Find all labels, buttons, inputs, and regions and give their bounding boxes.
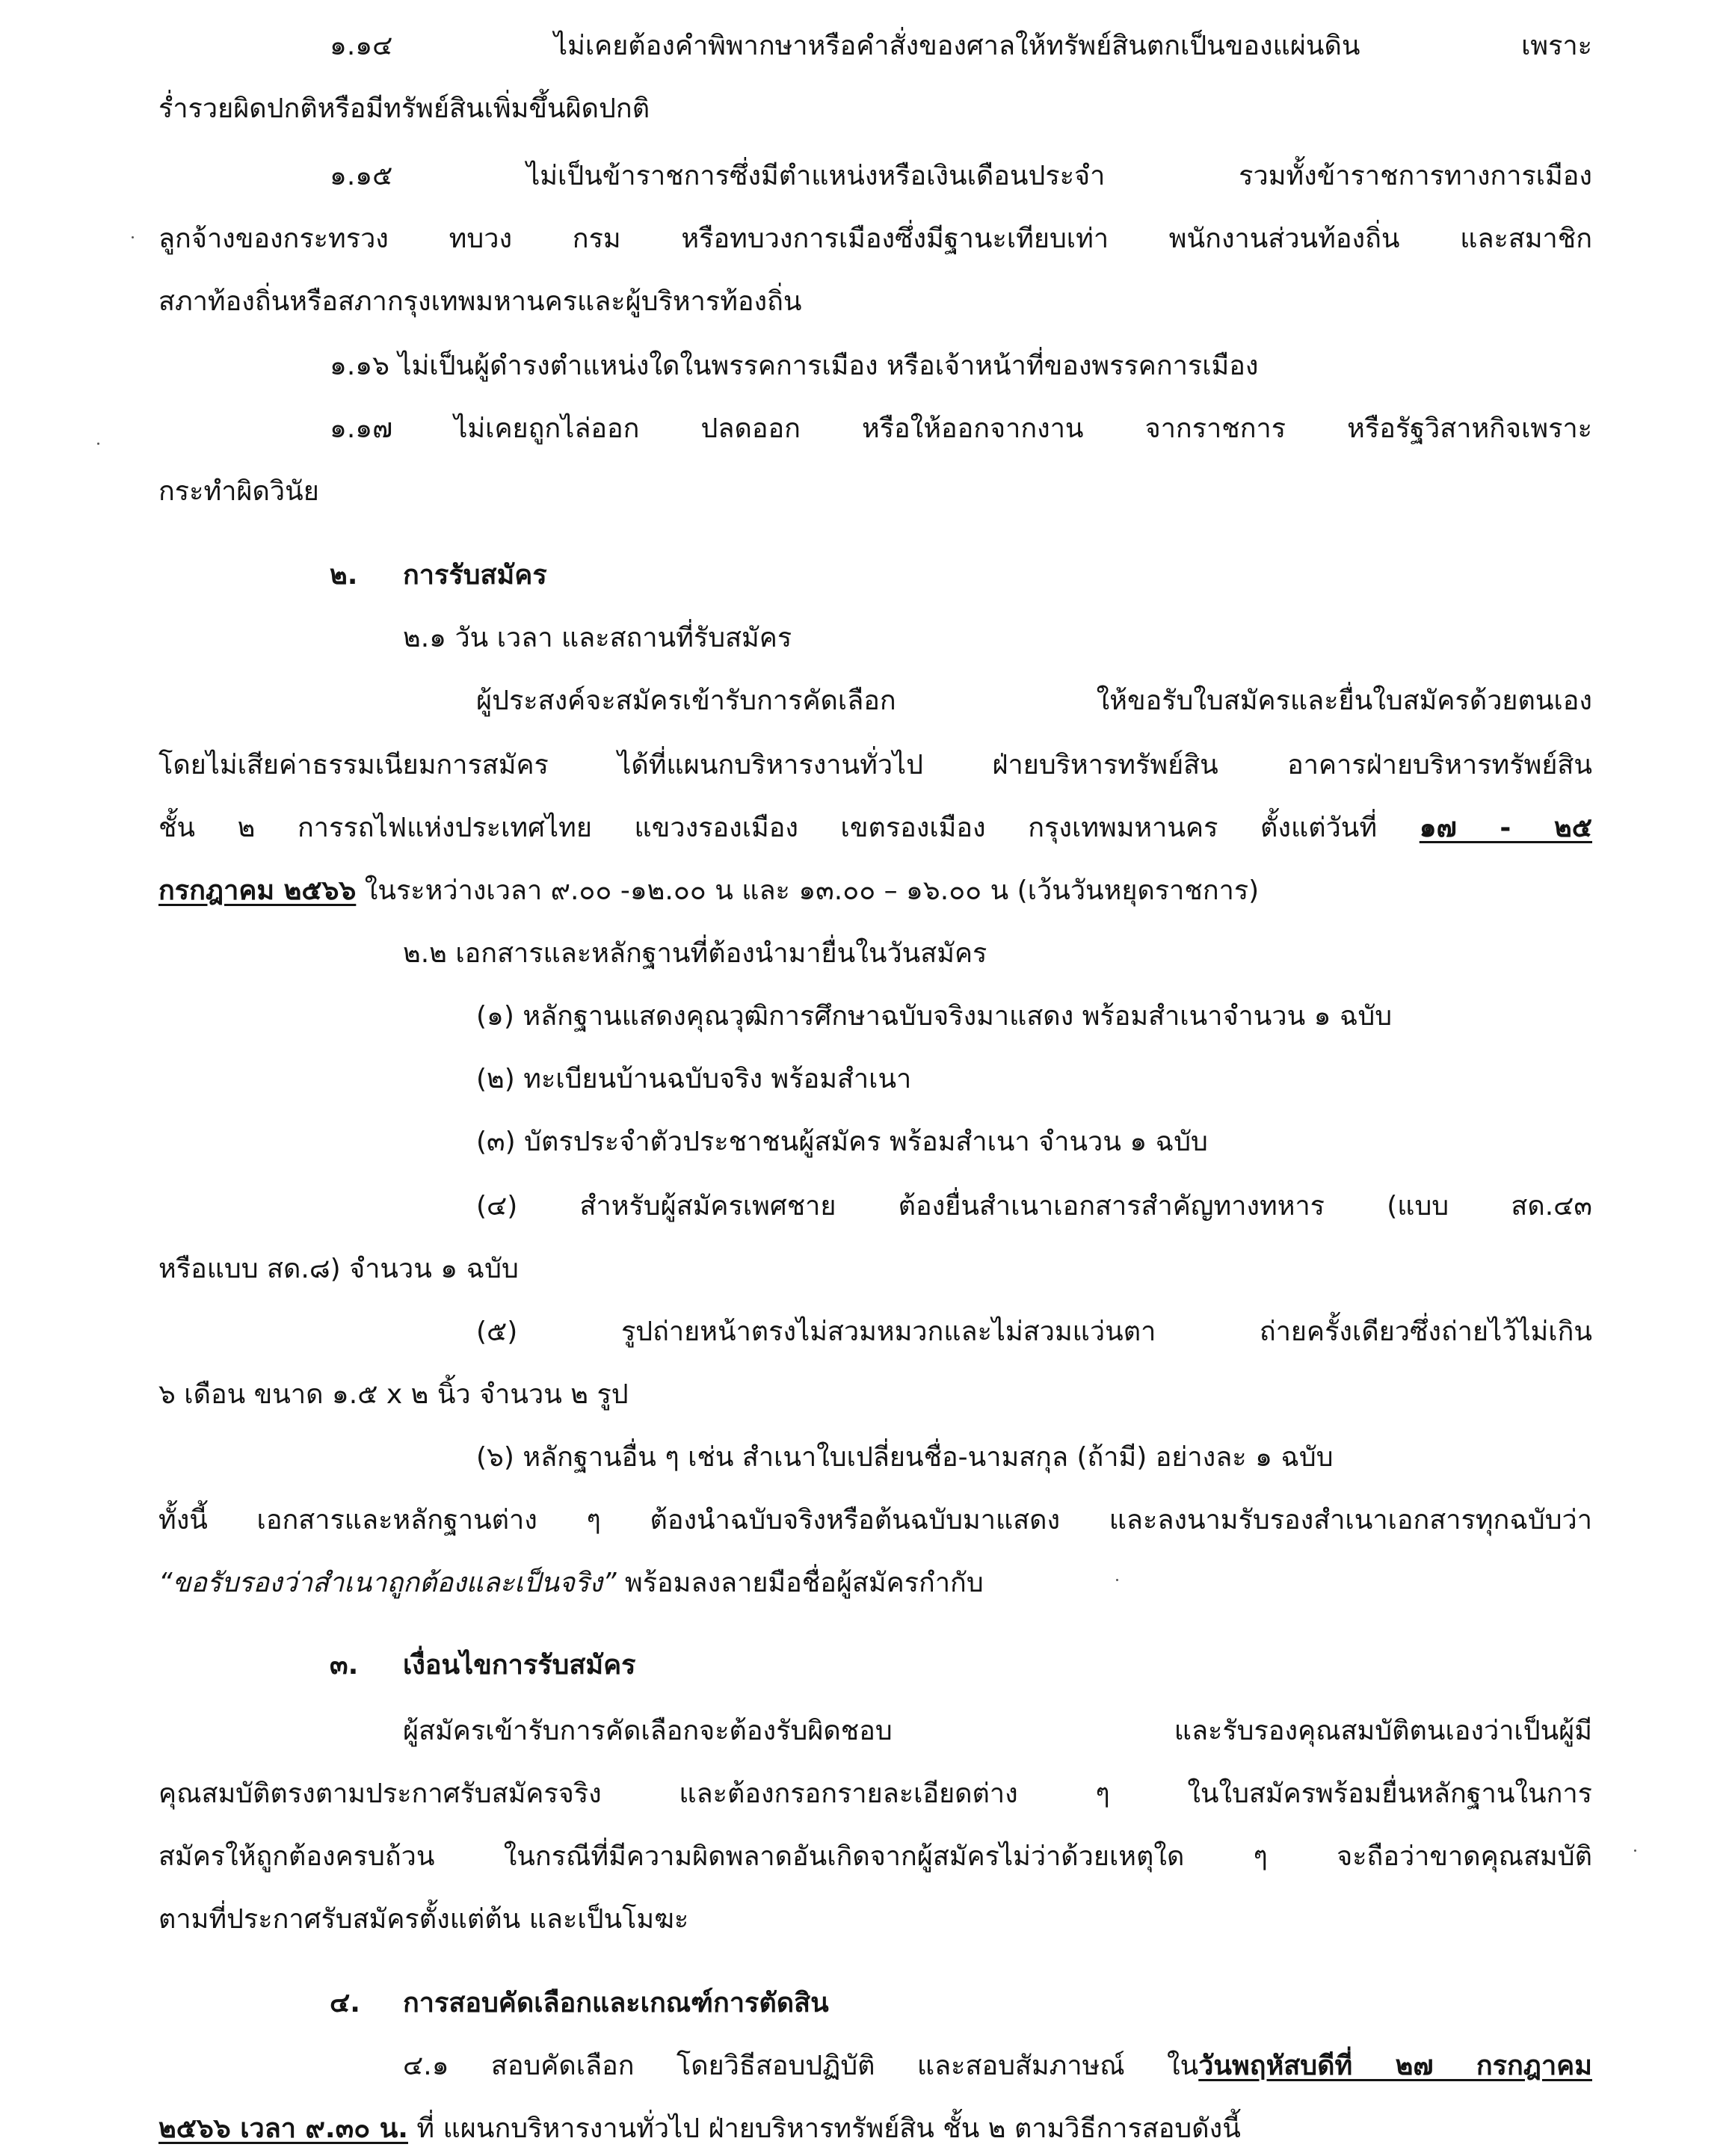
- clause-4-1-line-1: [403, 2045, 1592, 2087]
- doc-item-3: (๓) บัตรประจำตัวประชาชนผู้สมัคร พร้อมสำเนา จำนวน ๑ ฉบับ: [476, 1127, 1208, 1157]
- para-2-1-line-2: โดยไม่เสียค่าธรรมเนียมการสมัคร ได้ที่แผนกบริหารงานทั่วไป ฝ่ายบริหารทรัพย์สิน อาคารฝ่ายบริหารทรัพย์สิน: [158, 750, 1592, 780]
- doc-item-1: (๑) หลักฐานแสดงคุณวุฒิการศึกษาฉบับจริงมาแสดง พร้อมสำเนาจำนวน ๑ ฉบับ: [476, 1001, 1393, 1032]
- doc-item-5-line-2: ๖ เดือน ขนาด ๑.๕ x ๒ นิ้ว จำนวน ๒ รูป: [158, 1379, 629, 1410]
- clause-4-1-text: ๔.๑ สอบคัดเลือก โดยวิธีสอบปฏิบัติ และสอบสัมภาษณ์ ใน: [403, 2051, 1199, 2081]
- registration-hours: ในระหว่างเวลา ๙.๐๐ -๑๒.๐๐ น และ ๑๓.๐๐ – ๑๖.๐๐ น (เว้นวันหยุดราชการ): [356, 875, 1260, 906]
- doc-item-6: (๖) หลักฐานอื่น ๆ เช่น สำเนาใบเปลี่ยนชื่อ-นามสกุล (ถ้ามี) อย่างละ ๑ ฉบับ: [476, 1442, 1334, 1473]
- clause-1-16: ๑.๑๖ ไม่เป็นผู้ดำรงตำแหน่งใดในพรรคการเมือง หรือเจ้าหน้าที่ของพรรคการเมือง: [330, 351, 1259, 381]
- section-2-number: ๒.: [330, 560, 358, 591]
- clause-1-17-line-1: ๑.๑๗ ไม่เคยถูกไล่ออก ปลดออก หรือให้ออกจากงาน จากราชการ หรือรัฐวิสาหกิจเพราะ: [330, 413, 1592, 444]
- doc-item-4-line-2: หรือแบบ สด.๘) จำนวน ๑ ฉบับ: [158, 1254, 519, 1284]
- clause-1-14-line-2: ร่ำรวยผิดปกติหรือมีทรัพย์สินเพิ่มขึ้นผิดปกติ: [158, 93, 650, 124]
- registration-month-year: กรกฎาคม ๒๕๖๖: [158, 875, 357, 906]
- section-2-heading: การรับสมัคร: [403, 560, 547, 591]
- clause-1-15-line-1: ๑.๑๕ ไม่เป็นข้าราชการซึ่งมีตำแหน่งหรือเงินเดือนประจำ รวมทั้งข้าราชการทางการเมือง: [330, 161, 1592, 191]
- doc-item-5-line-1: (๕) รูปถ่ายหน้าตรงไม่สวมหมวกและไม่สวมแว่นตา ถ่ายครั้งเดียวซึ่งถ่ายไว้ไม่เกิน: [476, 1316, 1592, 1347]
- clause-1-15-line-3: สภาท้องถิ่นหรือสภากรุงเทพมหานครและผู้บริหารท้องถิ่น: [158, 286, 802, 317]
- clause-1-14-line-1: ๑.๑๔ ไม่เคยต้องคำพิพากษาหรือคำสั่งของศาลให้ทรัพย์สินตกเป็นของแผ่นดิน เพราะ: [330, 31, 1592, 61]
- para-3-line-1: ผู้สมัครเข้ารับการคัดเลือกจะต้องรับผิดชอบ และรับรองคุณสมบัติตนเองว่าเป็นผู้มี: [403, 1716, 1592, 1746]
- section-3-number: ๓.: [330, 1650, 359, 1681]
- doc-item-2: (๒) ทะเบียนบ้านฉบับจริง พร้อมสำเนา: [476, 1064, 912, 1094]
- scan-speck: [1634, 1849, 1636, 1852]
- exam-date: วันพฤหัสบดีที่ ๒๗ กรกฎาคม: [1198, 2051, 1592, 2081]
- doc-item-4-line-1: (๔) สำหรับผู้สมัครเพศชาย ต้องยื่นสำเนาเอกสารสำคัญทางทหาร (แบบ สด.๔๓: [476, 1191, 1592, 1222]
- clause-2-2: ๒.๒ เอกสารและหลักฐานที่ต้องนำมายื่นในวันสมัคร: [403, 938, 987, 969]
- section-4-heading: การสอบคัดเลือกและเกณฑ์การตัดสิน: [403, 1988, 829, 2018]
- scan-speck: [1116, 1579, 1118, 1581]
- registration-date-range: ๑๗ - ๒๕: [1419, 813, 1593, 843]
- signature-instruction: พร้อมลงลายมือชื่อผู้สมัครกำกับ: [616, 1568, 984, 1598]
- documents-note-line-1: ทั้งนี้ เอกสารและหลักฐานต่าง ๆ ต้องนำฉบับจริงหรือต้นฉบับมาแสดง และลงนามรับรองสำเนาเอกสารทุกฉบับว่า: [158, 1505, 1592, 1536]
- section-4-number: ๔.: [330, 1988, 360, 2018]
- para-2-1-line-4: [158, 870, 1259, 912]
- para-3-line-4: ตามที่ประกาศรับสมัครตั้งแต่ต้น และเป็นโมฆะ: [158, 1904, 689, 1935]
- certification-phrase: “ขอรับรองว่าสำเนาถูกต้องและเป็นจริง”: [158, 1568, 617, 1598]
- exam-location: ที่ แผนกบริหารงานทั่วไป ฝ่ายบริหารทรัพย์สิน ชั้น ๒ ตามวิธีการสอบดังนี้: [407, 2113, 1241, 2144]
- section-3-heading: เงื่อนไขการรับสมัคร: [403, 1650, 636, 1681]
- para-3-line-3: สมัครให้ถูกต้องครบถ้วน ในกรณีที่มีความผิดพลาดอันเกิดจากผู้สมัครไม่ว่าด้วยเหตุใด ๆ จะถือว่าขาดคุณสมบัติ: [158, 1841, 1592, 1872]
- documents-note-line-2: [158, 1562, 984, 1604]
- clause-1-15-line-2: ลูกจ้างของกระทรวง ทบวง กรม หรือทบวงการเมืองซึ่งมีฐานะเทียบเท่า พนักงานส่วนท้องถิ่น และสมาชิก: [158, 224, 1592, 254]
- para-2-1-line-1: ผู้ประสงค์จะสมัครเข้ารับการคัดเลือก ให้ขอรับใบสมัครและยื่นใบสมัครด้วยตนเอง: [476, 686, 1592, 716]
- scan-speck: [132, 236, 134, 238]
- para-3-line-2: คุณสมบัติตรงตามประกาศรับสมัครจริง และต้องกรอกรายละเอียดต่าง ๆ ในใบสมัครพร้อมยื่นหลักฐานในการ: [158, 1778, 1592, 1809]
- para-2-1-line-3-text: ชั้น ๒ การรถไฟแห่งประเทศไทย แขวงรองเมือง เขตรองเมือง กรุงเทพมหานคร ตั้งแต่วันที่: [158, 813, 1420, 843]
- para-2-1-line-3: [158, 807, 1592, 849]
- clause-1-17-line-2: กระทำผิดวินัย: [158, 476, 319, 507]
- clause-4-1-line-2: [158, 2108, 1241, 2150]
- clause-2-1: ๒.๑ วัน เวลา และสถานที่รับสมัคร: [403, 623, 792, 653]
- exam-year-time: ๒๕๖๖ เวลา ๙.๓๐ น.: [158, 2113, 408, 2144]
- scan-speck: [97, 443, 99, 445]
